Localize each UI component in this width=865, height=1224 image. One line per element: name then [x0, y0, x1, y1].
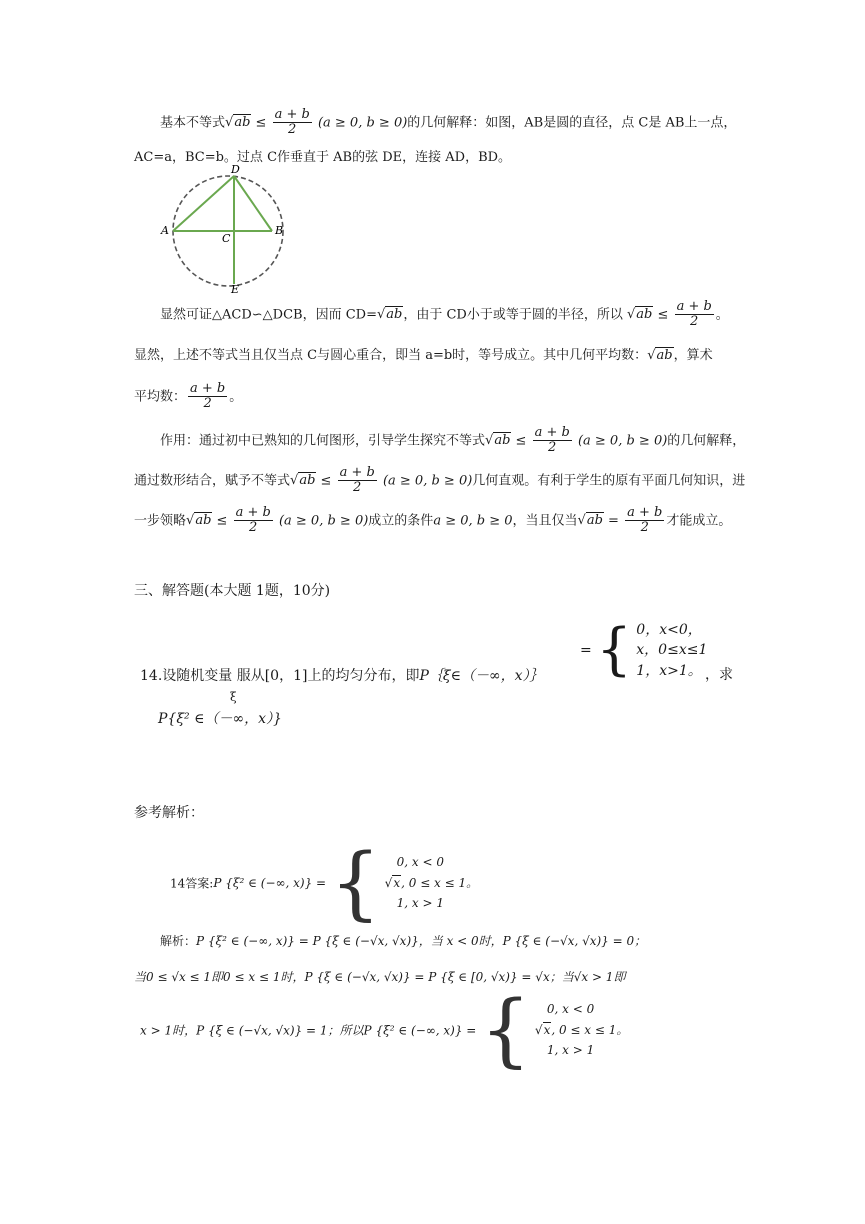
xi-symbol: ξ [230, 690, 237, 704]
left-brace: { [480, 983, 532, 1076]
sqrt-ab: √ab [376, 307, 403, 323]
text: 14.设随机变量 服从[0，1]上的均匀分布，即 [140, 668, 420, 684]
text: 一步领略 [134, 513, 187, 529]
condition: a ≥ 0, b ≥ 0 [433, 513, 513, 529]
chord-ad [173, 176, 234, 231]
analysis-line-2: 当0 ≤ √x ≤ 1即0 ≤ x ≤ 1时，P {ξ ∈ (−√x, √x)} = P {ξ ∈ [0, √x)} = √x；当√x > 1即 [134, 970, 626, 984]
sqrt-ab: √ab [627, 307, 653, 323]
case-3: 1, x > 1 [396, 896, 445, 911]
fraction-a-plus-b-over-2: $\frac{a + b}{2}$ [339, 465, 375, 496]
text: ，当且仅当 [512, 513, 578, 529]
text: 通过数形结合，赋予不等式 [134, 473, 291, 489]
label-b: B [275, 224, 284, 237]
case-1: 0，x<0， [636, 622, 702, 638]
text: 作用：通过初中已熟知的几何图形，引导学生探究不等式 [160, 433, 486, 449]
condition: (a ≥ 0, b ≥ 0) [577, 433, 668, 449]
text: 成立的条件 [368, 513, 434, 529]
text: 几何直观。有利于学生的原有平面几何知识，进 [472, 473, 746, 489]
fraction-a-plus-b-over-2: $\frac{a + b}{2}$ [274, 107, 310, 138]
circle-diagram [155, 162, 295, 294]
leq-sign: ≤ [216, 513, 228, 529]
analysis-line-1 [160, 932, 646, 949]
sqrt-ab: √ab [186, 513, 212, 529]
leq-sign: ≤ [515, 433, 527, 449]
sqrt-ab: √ab [225, 115, 251, 131]
para-1-line-1 [160, 108, 736, 138]
text: ，由于 CD小于或等于圆的半径，所以 [403, 307, 623, 323]
problem-14-text [140, 665, 544, 685]
case-3: 1，x>1。 [636, 662, 702, 679]
left-brace: { [596, 617, 632, 683]
text: 才能成立。 [666, 513, 732, 529]
text: 的几何解释：如图，AB是圆的直径，点 C是 AB上一点， [407, 115, 737, 131]
fraction-a-plus-b-over-2: $\frac{a + b}{2}$ [235, 505, 271, 536]
left-brace: { [329, 836, 381, 929]
fraction-a-plus-b-over-2: $\frac{a + b}{2}$ [676, 299, 712, 330]
answer-line [170, 836, 479, 929]
sqrt-ab: √ab [485, 433, 511, 449]
case-2: √x, 0 ≤ x ≤ 1。 [384, 875, 479, 890]
sqrt-ab: √ab [577, 513, 603, 529]
leq-sign: ≤ [320, 473, 332, 489]
leq-sign: ≤ [255, 115, 267, 131]
analysis-cases [535, 999, 628, 1060]
para-6 [160, 426, 745, 456]
label-a: A [161, 224, 169, 237]
para-3 [160, 300, 729, 330]
case-3: 1, x > 1 [546, 1043, 595, 1058]
text: ，算术 [673, 348, 713, 363]
text: 显然，上述不等式当且仅当点 C与圆心重合，即当 a=b时，等号成立。其中几何平均数： [134, 348, 648, 363]
label-d: D [231, 163, 240, 176]
para-7 [134, 466, 745, 496]
para-4 [134, 344, 713, 363]
problem-14-cases [580, 617, 708, 683]
text: 。 [229, 389, 243, 405]
analysis-label: 解析： [160, 934, 197, 948]
text: 基本不等式 [160, 115, 226, 131]
ask-text: ，求 [705, 667, 733, 683]
analysis-text: x > 1时，P {ξ ∈ (−√x, √x)} = 1；所以P {ξ² ∈ (−∞, x)} = [140, 1023, 477, 1038]
text: 显然可证△ACD∽△DCB，因而 CD= [160, 307, 377, 323]
case-1: 0, x < 0 [396, 855, 445, 870]
case-2: √x, 0 ≤ x ≤ 1。 [534, 1022, 629, 1037]
case-2: x，0≤x≤1 [636, 642, 708, 659]
answer-label: 14答案: [170, 876, 214, 891]
text: 。 [715, 307, 729, 323]
analysis-line-3 [140, 983, 629, 1076]
reference-heading: 参考解析： [134, 805, 204, 821]
case-1: 0, x < 0 [546, 1002, 595, 1017]
para-8 [134, 506, 731, 536]
label-e: E [231, 283, 240, 294]
cases-list [636, 620, 707, 681]
sqrt-ab: √ab [290, 473, 316, 489]
fraction-a-plus-b-over-2: $\frac{a + b}{2}$ [627, 505, 663, 536]
fraction-a-plus-b-over-2: $\frac{a + b}{2}$ [190, 381, 226, 412]
p-expression: P｛ξ∈（－∞，x）｝ [419, 668, 544, 684]
leq-sign: ≤ [657, 307, 669, 323]
problem-14-line-2: P{ξ² ∈（－∞，x）} [158, 711, 282, 727]
condition: (a ≥ 0, b ≥ 0) [317, 115, 408, 131]
text: 的几何解释， [667, 433, 746, 449]
sqrt-ab: √ab [647, 348, 673, 363]
equals-sign: = [608, 513, 619, 529]
answer-cases [385, 852, 478, 913]
equals-sign: = [580, 642, 592, 659]
label-c: C [222, 232, 231, 245]
fraction-a-plus-b-over-2: $\frac{a + b}{2}$ [534, 425, 570, 456]
text: 平均数： [134, 389, 187, 405]
chord-bd [234, 176, 272, 231]
answer-lhs: P {ξ² ∈ (−∞, x)} = [213, 876, 327, 890]
condition: (a ≥ 0, b ≥ 0) [382, 473, 473, 489]
para-5 [134, 382, 242, 412]
section-3-heading: 三、解答题(本大题 1题，10分) [134, 583, 331, 599]
para-1-line-2: AC=a，BC=b。过点 C作垂直于 AB的弦 DE，连接 AD，BD。 [134, 150, 512, 165]
analysis-text: P {ξ² ∈ (−∞, x)} = P {ξ ∈ (−√x, √x)}，当 x < 0时，P {ξ ∈ (−√x, √x)} = 0； [196, 934, 647, 948]
condition: (a ≥ 0, b ≥ 0) [278, 513, 369, 529]
